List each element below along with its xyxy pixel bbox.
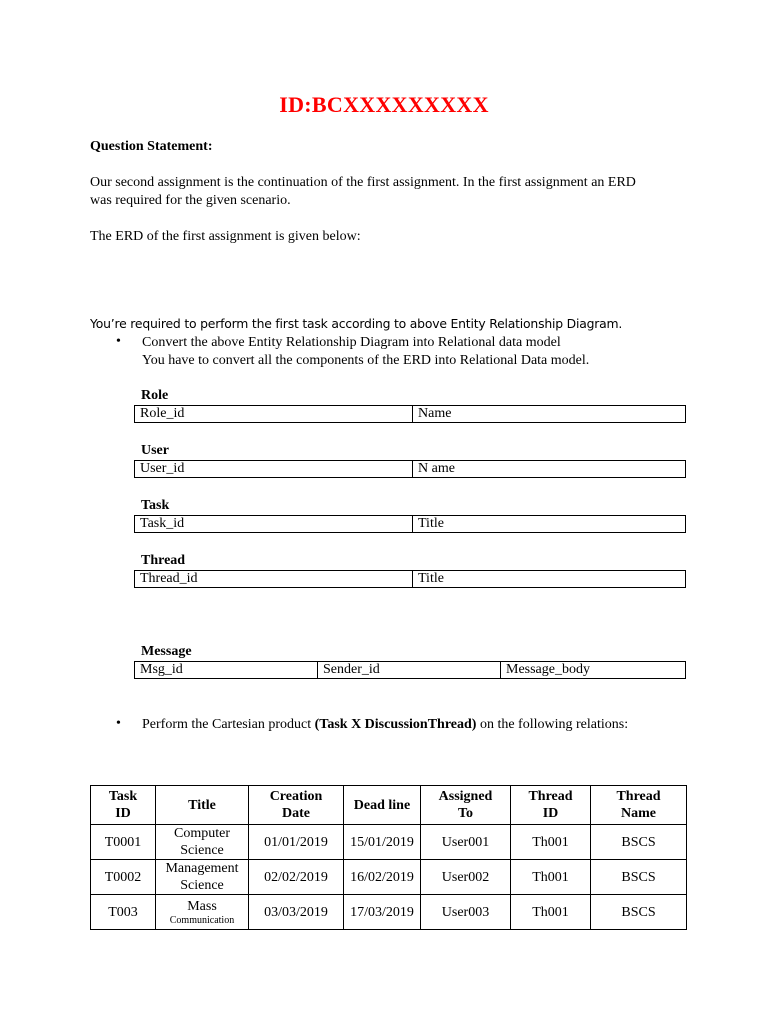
bullet-convert-line-2: You have to convert all the components of the ERD into Relational Data model. (142, 353, 590, 368)
relation-label-task: Task (141, 498, 170, 513)
header-thread-name: Thread Name (591, 786, 687, 825)
header-thread-id: Thread ID (511, 786, 591, 825)
relation-table-task (134, 515, 686, 533)
bullet-cartesian-prefix: Perform the Cartesian product (142, 717, 315, 732)
cell-creation-date: 03/03/2019 (249, 895, 344, 930)
cell-thread-id: Th001 (511, 825, 591, 860)
intro-line-2: was required for the given scenario. (90, 193, 291, 208)
header-creation-date: Creation Date (249, 786, 344, 825)
relation-cell: Title (412, 571, 685, 587)
cell-dead-line: 15/01/2019 (344, 825, 421, 860)
cell-task-id: T0002 (91, 860, 156, 895)
relation-cell: Thread_id (140, 571, 198, 586)
cell-assigned-to: User003 (421, 895, 511, 930)
relation-cell: Message_body (500, 662, 685, 678)
relation-cell: Msg_id (140, 662, 183, 677)
relation-label-user: User (141, 443, 169, 458)
relation-cell: Task_id (140, 516, 185, 531)
bullet-cartesian-text (142, 716, 628, 734)
cell-thread-name: BSCS (591, 825, 687, 860)
cell-creation-date: 01/01/2019 (249, 825, 344, 860)
relation-table-thread (134, 570, 686, 588)
relation-table-role (134, 405, 686, 423)
cell-thread-id: Th001 (511, 895, 591, 930)
cell-thread-name: BSCS (591, 895, 687, 930)
question-heading: Question Statement: (90, 139, 213, 154)
header-assigned-to: Assigned To (421, 786, 511, 825)
relation-cell: Title (412, 516, 685, 532)
relation-label-role: Role (141, 388, 169, 403)
cell-creation-date: 02/02/2019 (249, 860, 344, 895)
cell-task-id: T0001 (91, 825, 156, 860)
table-row (91, 895, 687, 930)
task-instruction: You’re required to perform the first task according to above Entity Relationship Diagram. (90, 316, 623, 331)
erd-intro-line: The ERD of the first assignment is given below: (90, 229, 361, 244)
header-title: Title (156, 786, 249, 825)
relation-cell: User_id (140, 461, 185, 476)
bullet-cartesian-suffix: on the following relations: (476, 717, 629, 732)
bullet-icon: • (116, 716, 121, 731)
cell-title: Mass Communication (156, 895, 249, 930)
cell-title: Management Science (156, 860, 249, 895)
table-row (91, 860, 687, 895)
table-header-row (91, 786, 687, 825)
bullet-icon: • (116, 334, 121, 349)
header-task-id: Task ID (91, 786, 156, 825)
relation-label-message: Message (141, 644, 192, 659)
cell-dead-line: 17/03/2019 (344, 895, 421, 930)
document-title: ID:BCXXXXXXXXX (279, 92, 489, 117)
bullet-convert-line-1: Convert the above Entity Relationship Diagram into Relational data model (142, 335, 561, 350)
table-row (91, 825, 687, 860)
cell-assigned-to: User002 (421, 860, 511, 895)
relation-table-message (134, 661, 686, 679)
intro-paragraph (90, 174, 710, 210)
relation-cell: N ame (412, 461, 685, 477)
relation-cell: Sender_id (317, 662, 500, 678)
cartesian-product-table (90, 785, 687, 930)
cell-thread-id: Th001 (511, 860, 591, 895)
intro-line-1: Our second assignment is the continuation of the first assignment. In the first assignment an ERD (90, 175, 636, 190)
cell-title: Computer Science (156, 825, 249, 860)
relation-cell: Name (412, 406, 685, 422)
bullet-cartesian-bold: (Task X DiscussionThread) (314, 717, 477, 732)
relation-label-thread: Thread (141, 553, 186, 568)
cell-thread-name: BSCS (591, 860, 687, 895)
header-dead-line: Dead line (344, 786, 421, 825)
relation-table-user (134, 460, 686, 478)
cell-task-id: T003 (91, 895, 156, 930)
cell-assigned-to: User001 (421, 825, 511, 860)
relation-cell: Role_id (140, 406, 185, 421)
cell-dead-line: 16/02/2019 (344, 860, 421, 895)
